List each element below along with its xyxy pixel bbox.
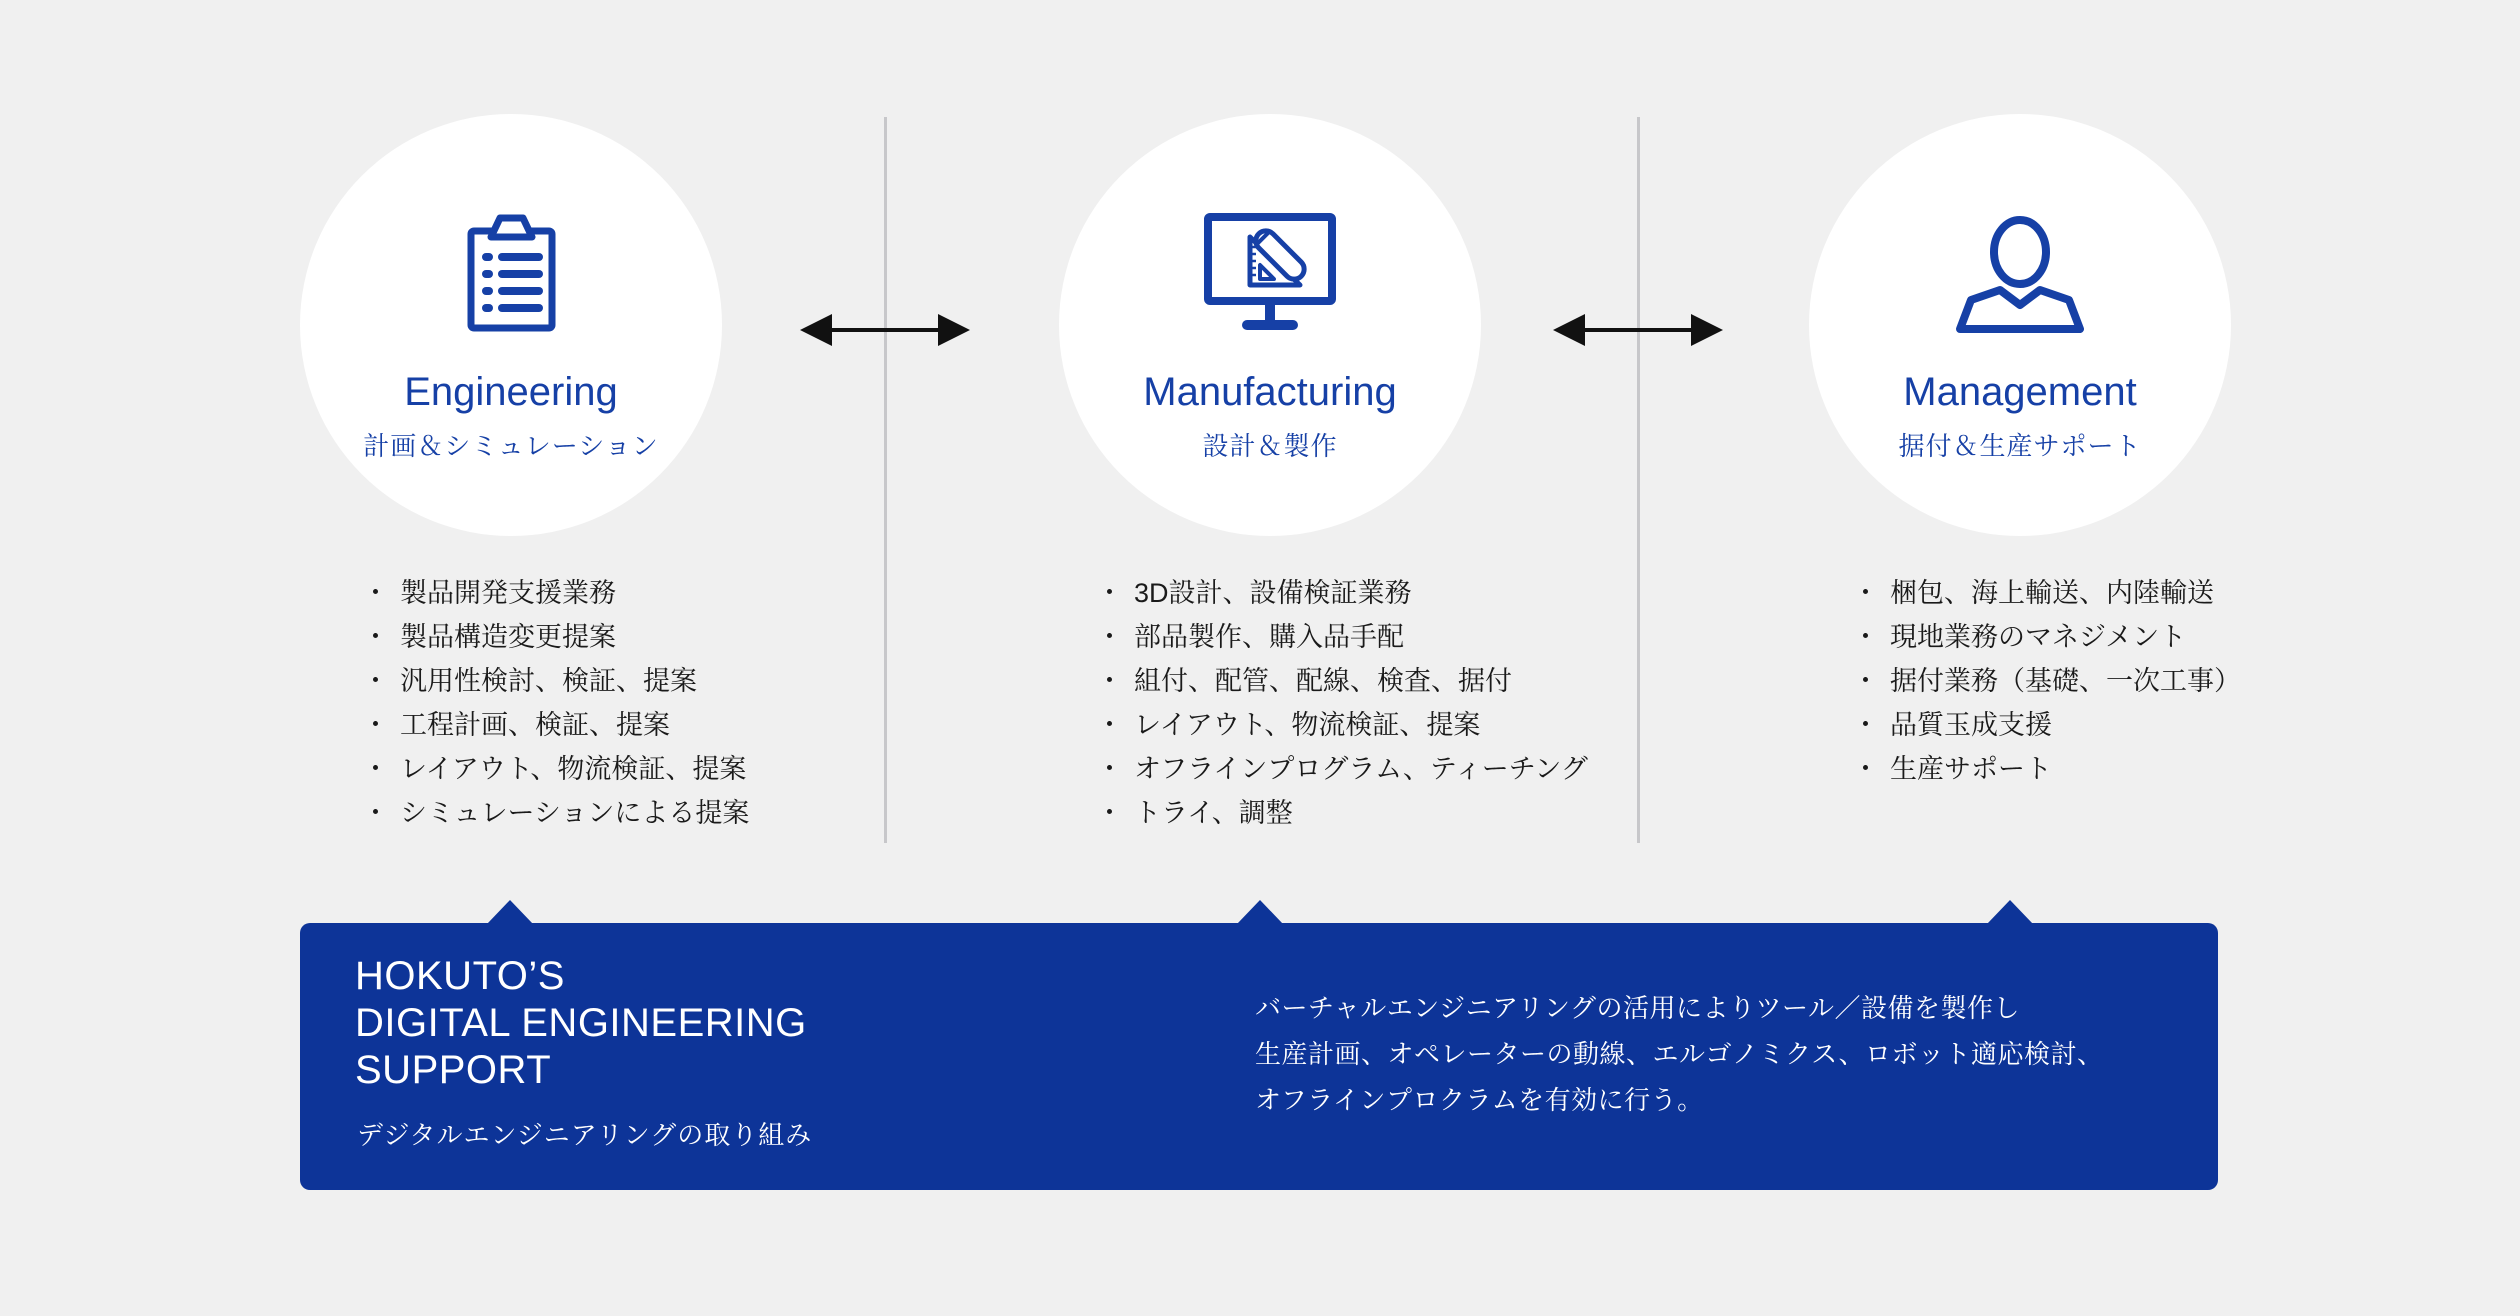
list-item-text: 品質玉成支援 [1890, 710, 2052, 740]
bullet-marker: ・ [1096, 710, 1123, 740]
circle-subtitle: 設計＆製作 [1202, 431, 1338, 461]
management-bullet-list [1852, 571, 2241, 791]
list-item-text: 製品開発支援業務 [400, 578, 616, 608]
list-item-text: 据付業務（基礎、一次工事） [1890, 666, 2241, 696]
bullet-marker: ・ [1852, 754, 1879, 784]
list-item-text: 生産サポート [1890, 754, 2052, 784]
double-arrow-icon [1553, 312, 1723, 348]
bullet-marker: ・ [362, 666, 389, 696]
bullet-marker: ・ [1096, 622, 1123, 652]
list-item [1096, 571, 1588, 615]
bullet-marker: ・ [1096, 798, 1123, 828]
pointer-up-triangle [1987, 900, 2033, 924]
bullet-marker: ・ [1852, 710, 1879, 740]
circle-management [1809, 114, 2231, 536]
bullet-marker: ・ [362, 622, 389, 652]
list-item [1096, 791, 1588, 835]
circle-subtitle: 据付＆生産サポート [1898, 431, 2142, 461]
bullet-marker: ・ [1852, 622, 1879, 652]
divider-line [884, 117, 887, 843]
list-item [1096, 747, 1588, 791]
banner-description-line: バーチャルエンジニアリングの活用によりツール／設備を製作し [1255, 993, 2020, 1023]
pointer-up-triangle [1237, 900, 1283, 924]
list-item-text: レイアウト、物流検証、提案 [1134, 710, 1481, 740]
bullet-marker: ・ [362, 798, 389, 828]
banner-description-line: 生産計画、オペレーターの動線、エルゴノミクス、ロボット適応検討、 [1255, 1039, 2104, 1069]
engineering-bullet-list [362, 571, 749, 835]
list-item-text: 汎用性検討、検証、提案 [400, 666, 697, 696]
list-item-text: トライ、調整 [1134, 798, 1293, 828]
list-item [1852, 615, 2241, 659]
pointer-up-triangle [487, 900, 533, 924]
list-item-text: 3D設計、設備検証業務 [1134, 578, 1412, 608]
banner-description [1255, 985, 2104, 1123]
list-item [362, 571, 749, 615]
list-item [362, 703, 749, 747]
list-item [362, 615, 749, 659]
circle-title: Management [1903, 370, 2137, 414]
list-item [1096, 615, 1588, 659]
list-item [1852, 747, 2241, 791]
list-item [362, 747, 749, 791]
banner-title-line: HOKUTO’S [355, 954, 565, 998]
circle-subtitle: 計画＆シミュレーション [363, 431, 659, 461]
banner-title-line: SUPPORT [355, 1048, 552, 1092]
circle-title: Engineering [404, 370, 618, 414]
bullet-marker: ・ [362, 754, 389, 784]
bullet-marker: ・ [1096, 754, 1123, 784]
circle-title: Manufacturing [1143, 370, 1397, 414]
manufacturing-bullet-list [1096, 571, 1588, 835]
banner-description-line: オフラインプロクラムを有効に行う。 [1255, 1085, 1704, 1115]
list-item-text: 部品製作、購入品手配 [1134, 622, 1404, 652]
bullet-marker: ・ [1852, 666, 1879, 696]
list-item [1852, 571, 2241, 615]
list-item-text: 組付、配管、配線、検査、据付 [1134, 666, 1512, 696]
list-item [1096, 703, 1588, 747]
bullet-marker: ・ [1096, 578, 1123, 608]
person-icon [1950, 208, 2090, 340]
list-item [1096, 659, 1588, 703]
banner-subtitle: デジタルエンジニアリングの取り組み [357, 1120, 813, 1150]
list-item [362, 659, 749, 703]
bullet-marker: ・ [362, 578, 389, 608]
list-item [362, 791, 749, 835]
list-item-text: 工程計画、検証、提案 [400, 710, 670, 740]
support-banner [300, 923, 2218, 1190]
circle-engineering [300, 114, 722, 536]
list-item [1852, 703, 2241, 747]
circle-manufacturing [1059, 114, 1481, 536]
list-item-text: 梱包、海上輸送、内陸輸送 [1890, 578, 2214, 608]
bullet-marker: ・ [362, 710, 389, 740]
banner-title-line: DIGITAL ENGINEERING [355, 1001, 807, 1045]
list-item-text: レイアウト、物流検証、提案 [400, 754, 747, 784]
list-item-text: 現地業務のマネジメント [1890, 622, 2187, 652]
bullet-marker: ・ [1852, 578, 1879, 608]
bullet-marker: ・ [1096, 666, 1123, 696]
monitor-design-icon [1204, 208, 1336, 340]
list-item-text: 製品構造変更提案 [400, 622, 616, 652]
list-item [1852, 659, 2241, 703]
clipboard-checklist-icon [464, 208, 559, 340]
banner-title [355, 953, 807, 1094]
double-arrow-icon [800, 312, 970, 348]
list-item-text: シミュレーションによる提案 [400, 798, 750, 828]
divider-line [1637, 117, 1640, 843]
list-item-text: オフラインプログラム、ティーチング [1134, 754, 1588, 784]
